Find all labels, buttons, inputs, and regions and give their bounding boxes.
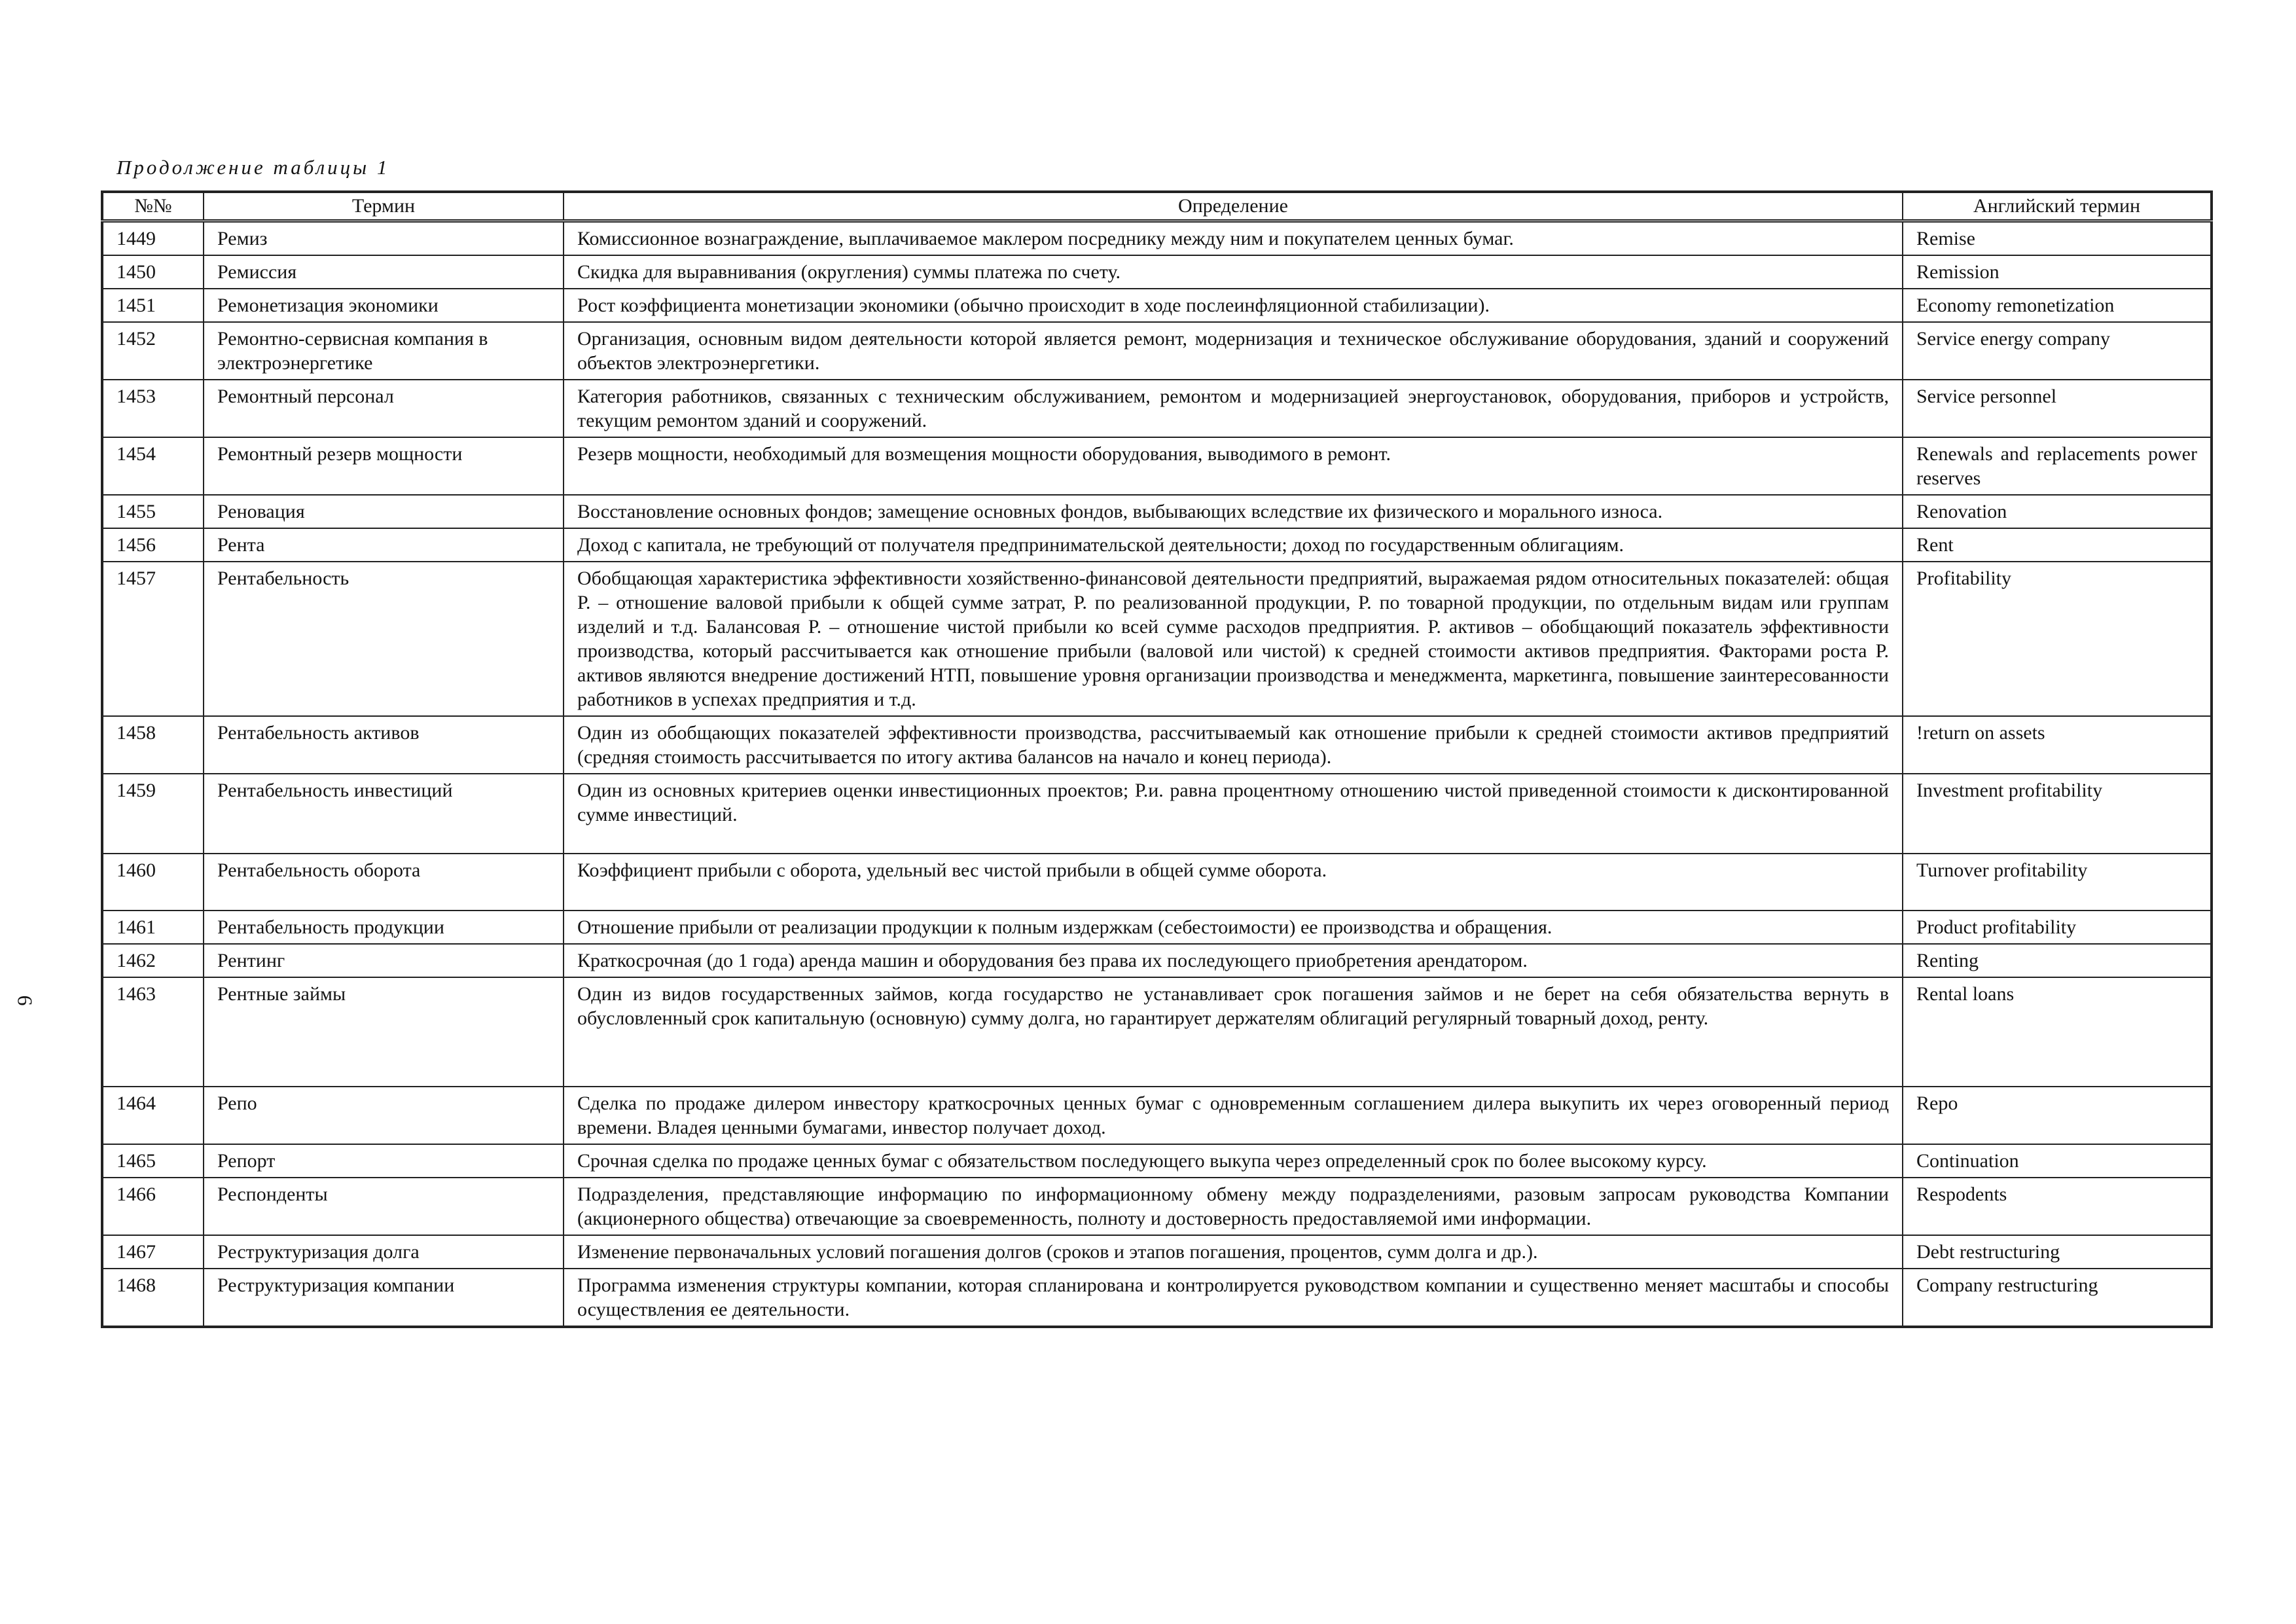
row-number: 1452 <box>102 322 204 380</box>
row-term: Ремонтный персонал <box>204 380 564 437</box>
row-number: 1453 <box>102 380 204 437</box>
row-number: 1455 <box>102 495 204 528</box>
header-english: Английский термин <box>1903 192 2212 221</box>
header-definition: Определение <box>564 192 1903 221</box>
table-row <box>102 289 2212 322</box>
row-definition: Организация, основным видом деятельности которой является ремонт, модернизация и техническое обслуживание оборудования, зданий и сооружений объектов электроэнергетики. <box>564 322 1903 380</box>
table-row <box>102 380 2212 437</box>
row-number: 1468 <box>102 1269 204 1327</box>
row-english-term: Renovation <box>1903 495 2212 528</box>
row-number: 1454 <box>102 437 204 495</box>
row-english-term: Respodents <box>1903 1178 2212 1235</box>
row-term: Рентабельность инвестиций <box>204 774 564 854</box>
row-number: 1460 <box>102 854 204 911</box>
row-definition: Восстановление основных фондов; замещение основных фондов, выбывающих вследствие их физического и морального износа. <box>564 495 1903 528</box>
row-term: Реновация <box>204 495 564 528</box>
table-row <box>102 1178 2212 1235</box>
row-definition: Изменение первоначальных условий погашения долгов (сроков и этапов погашения, процентов, сумм долга и др.). <box>564 1235 1903 1269</box>
table-row <box>102 562 2212 716</box>
row-english-term: Debt restructuring <box>1903 1235 2212 1269</box>
row-term: Репо <box>204 1087 564 1144</box>
row-english-term: Rent <box>1903 528 2212 562</box>
row-term: Ремиссия <box>204 255 564 289</box>
row-term: Рентинг <box>204 944 564 977</box>
table-row <box>102 1144 2212 1178</box>
row-number: 1462 <box>102 944 204 977</box>
row-english-term: Renting <box>1903 944 2212 977</box>
table-row <box>102 437 2212 495</box>
row-term: Ремонтный резерв мощности <box>204 437 564 495</box>
table-row <box>102 944 2212 977</box>
row-number: 1466 <box>102 1178 204 1235</box>
row-definition: Коэффициент прибыли с оборота, удельный вес чистой прибыли в общей сумме оборота. <box>564 854 1903 911</box>
row-definition: Рост коэффициента монетизации экономики (обычно происходит в ходе послеинфляционной стабилизации). <box>564 289 1903 322</box>
row-english-term: Renewals and replacements power reserves <box>1903 437 2212 495</box>
row-term: Рентабельность <box>204 562 564 716</box>
row-definition: Комиссионное вознаграждение, выплачиваемое маклером посреднику между ним и покупателем ценных бумаг. <box>564 221 1903 256</box>
row-definition: Категория работников, связанных с техническим обслуживанием, ремонтом и модернизацией энергоустановок, оборудования, приборов и устройств, текущим ремонтом зданий и сооружений. <box>564 380 1903 437</box>
row-english-term: Investment profitability <box>1903 774 2212 854</box>
row-english-term: Product profitability <box>1903 911 2212 944</box>
row-english-term: Economy remonetization <box>1903 289 2212 322</box>
row-definition: Подразделения, представляющие информацию по информационному обмену между подразделениями, разовым запросам руководства Компании (акционерного общества) отвечающие за своевременность, полноту и достоверность предоставляемой ими информации. <box>564 1178 1903 1235</box>
row-number: 1465 <box>102 1144 204 1178</box>
row-term: Рентабельность продукции <box>204 911 564 944</box>
row-term: Ремонтно-сервисная компания в электроэнергетике <box>204 322 564 380</box>
row-definition: Один из видов государственных займов, когда государство не устанавливает срок погашения займов и не берет на себя обязательства вернуть в обусловленный срок капитальную (основную) сумму долга, но гарантирует держателям облигаций регулярный товарный доход, ренту. <box>564 977 1903 1087</box>
row-definition: Сделка по продаже дилером инвестору краткосрочных ценных бумаг с одновременным соглашением дилера выкупить их через оговоренный период времени. Владея ценными бумагами, инвестор получает доход. <box>564 1087 1903 1144</box>
row-term: Ремонетизация экономики <box>204 289 564 322</box>
row-number: 1459 <box>102 774 204 854</box>
row-term: Реструктуризация долга <box>204 1235 564 1269</box>
row-term: Реструктуризация компании <box>204 1269 564 1327</box>
table-row <box>102 1269 2212 1327</box>
row-definition: Один из обобщающих показателей эффективности производства, рассчитываемый как отношение прибыли к средней стоимости активов предприятий (средняя стоимость рассчитывается по итогу актива балансов на начало и конец периода). <box>564 716 1903 774</box>
row-term: Рентные займы <box>204 977 564 1087</box>
table-row <box>102 977 2212 1087</box>
row-definition: Резерв мощности, необходимый для возмещения мощности оборудования, выводимого в ремонт. <box>564 437 1903 495</box>
row-english-term: Continuation <box>1903 1144 2212 1178</box>
row-term: Рентабельность активов <box>204 716 564 774</box>
row-definition: Краткосрочная (до 1 года) аренда машин и оборудования без права их последующего приобретения арендатором. <box>564 944 1903 977</box>
row-english-term: Service energy company <box>1903 322 2212 380</box>
header-term: Термин <box>204 192 564 221</box>
row-term: Репорт <box>204 1144 564 1178</box>
row-english-term: Company restructuring <box>1903 1269 2212 1327</box>
header-num: №№ <box>102 192 204 221</box>
row-definition: Отношение прибыли от реализации продукции к полным издержкам (себестоимости) ее производства и обращения. <box>564 911 1903 944</box>
page-number: 6 <box>13 995 37 1006</box>
row-english-term: Turnover profitability <box>1903 854 2212 911</box>
row-term: Рентабельность оборота <box>204 854 564 911</box>
row-english-term: Remise <box>1903 221 2212 256</box>
table-row <box>102 716 2212 774</box>
row-english-term: Service personnel <box>1903 380 2212 437</box>
table-row <box>102 221 2212 256</box>
row-definition: Один из основных критериев оценки инвестиционных проектов; Р.и. равна процентному отношению чистой приведенной стоимости к дисконтированной сумме инвестиций. <box>564 774 1903 854</box>
table-row <box>102 911 2212 944</box>
row-number: 1451 <box>102 289 204 322</box>
row-definition: Срочная сделка по продаже ценных бумаг с обязательством последующего выкупа через определенный срок по более высокому курсу. <box>564 1144 1903 1178</box>
table-caption: Продолжение таблицы 1 <box>117 156 390 179</box>
row-number: 1463 <box>102 977 204 1087</box>
header-row <box>102 192 2212 221</box>
row-number: 1461 <box>102 911 204 944</box>
row-number: 1458 <box>102 716 204 774</box>
row-english-term: Profitability <box>1903 562 2212 716</box>
row-number: 1449 <box>102 221 204 256</box>
row-number: 1464 <box>102 1087 204 1144</box>
table-row <box>102 774 2212 854</box>
row-definition: Скидка для выравнивания (округления) суммы платежа по счету. <box>564 255 1903 289</box>
table-row <box>102 255 2212 289</box>
row-definition: Программа изменения структуры компании, которая спланирована и контролируется руководством компании и существенно меняет масштабы и способы осуществления ее деятельности. <box>564 1269 1903 1327</box>
row-english-term: Repo <box>1903 1087 2212 1144</box>
row-english-term: Rental loans <box>1903 977 2212 1087</box>
table-row <box>102 1087 2212 1144</box>
row-number: 1456 <box>102 528 204 562</box>
table-row <box>102 854 2212 911</box>
table-row <box>102 495 2212 528</box>
table-row <box>102 1235 2212 1269</box>
table-row <box>102 322 2212 380</box>
row-number: 1467 <box>102 1235 204 1269</box>
table-row <box>102 528 2212 562</box>
row-definition: Доход с капитала, не требующий от получателя предпринимательской деятельности; доход по государственным облигациям. <box>564 528 1903 562</box>
row-english-term: !return on assets <box>1903 716 2212 774</box>
row-number: 1457 <box>102 562 204 716</box>
row-english-term: Remission <box>1903 255 2212 289</box>
row-term: Ремиз <box>204 221 564 256</box>
row-definition: Обобщающая характеристика эффективности хозяйственно-финансовой деятельности предприятий, выражаемая рядом относительных показателей: общая Р. – отношение валовой прибыли к общей сумме затрат, Р. по реализованной продукции, Р. по товарной продукции, по отдельным видам или группам изделий и т.д. Балансовая Р. – отношение чистой прибыли ко всей сумме расходов предприятия. Р. активов – обобщающий показатель эффективности производства, который рассчитывается как отношение прибыли (валовой или чистой) к средней стоимости активов предприятия. Факторами роста Р. активов являются внедрение достижений НТП, повышение уровня организации производства и менеджмента, маркетинга, повышение заинтересованности работников в успехах предприятия и т.д. <box>564 562 1903 716</box>
glossary-table <box>101 190 2213 1328</box>
row-term: Респонденты <box>204 1178 564 1235</box>
row-number: 1450 <box>102 255 204 289</box>
row-term: Рента <box>204 528 564 562</box>
